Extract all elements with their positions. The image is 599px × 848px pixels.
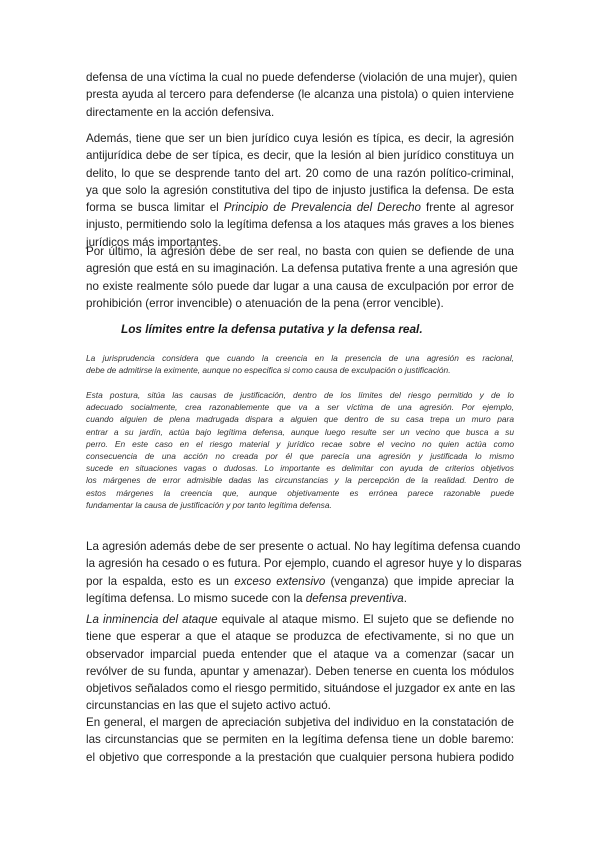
text-segment: frente al agresor: [421, 201, 514, 215]
text-line: circunstancias en las que el sujeto activo actuó.: [86, 699, 331, 713]
text-line: Esta postura, sitúa las causas de justificación, dentro de los límites del riesgo permitido y de lo: [86, 390, 514, 400]
text-line: los márgenes de error admisible dadas las circunstancias y la percepción de la realidad. Dentro de: [86, 475, 514, 486]
text-segment: (venganza) que impide apreciar la: [325, 574, 515, 588]
text-line: La agresión además debe de ser presente o actual. No hay legítima defensa cuando: [86, 540, 521, 553]
text-segment: .: [403, 591, 407, 605]
text-line: delito, lo que se desprende tanto del art. 20 como de una razón político-criminal,: [86, 166, 514, 180]
paragraph-victim-defense: [86, 69, 518, 121]
text-line: perro. En este caso en el riesgo material y jurídico recae sobre el vecino no quien actúa como: [86, 438, 514, 449]
text-line: [86, 611, 514, 628]
text-line: consecuencia de una acción no creada por él que parecía una agresión y justificada lo mismo: [86, 451, 514, 462]
text-line: prohibición (error invencible) o atenuación de la pena (error vencible).: [86, 296, 444, 310]
italic-term: Principio de Prevalencia del Derecho: [223, 201, 421, 215]
text-line: la agresión ha cesado o es futura. Por ejemplo, cuando el agresor huye y lo disparas: [86, 557, 522, 571]
text-segment: equivale al ataque mismo. El sujeto que se defiende no: [217, 613, 514, 626]
text-line: En general, el margen de apreciación subjetiva del individuo en la constatación de: [86, 716, 514, 729]
text-line: debe de admitirse la eximente, aunque no especifica si como causa de exculpación o justificación.: [86, 365, 451, 376]
text-segment: por la espalda, esto es un: [86, 574, 235, 588]
text-segment: legítima defensa. Lo mismo sucede con la: [86, 591, 306, 605]
text-line: el objetivo que corresponde a la prestación que cualquier persona hubiera podido: [86, 750, 514, 764]
italic-term: exceso extensivo: [234, 574, 326, 588]
text-line: estos márgenes la creencia que, aunque objetivamente es errónea parece razonable puede: [86, 487, 514, 498]
text-line: jurídicos más importantes.: [86, 235, 222, 249]
text-line: directamente en la acción defensiva.: [86, 105, 275, 119]
text-line: tiene que esperar a que el ataque se produzca de efectivamente, si no que un: [86, 630, 514, 644]
text-line: injusto, permitiendo solo la legítima defensa a los ataques más graves a los bienes: [86, 218, 514, 232]
text-line: ya que solo la agresión constitutiva del tipo de injusto justifica la defensa. De esta: [86, 183, 514, 197]
text-line: presta ayuda al tercero para defenderse (le alcanza una pistola) o quien interviene: [86, 88, 514, 102]
text-line: las circunstancias que se permiten en la legítima defensa tiene un doble baremo:: [86, 733, 514, 747]
text-line: [86, 590, 514, 607]
text-segment: forma se busca limitar el: [86, 201, 224, 215]
paragraph-imminence: [86, 611, 514, 715]
text-line: entrar a su jardín, actúa bajo legítima defensa, aunque luego resulte ser un vecino que busca a su: [86, 426, 514, 437]
text-line: adecuado socialmente, crea razonablemente que va a ser víctima de una agresión. Por ejemplo,: [86, 402, 514, 413]
text-line: defensa de una víctima la cual no puede defenderse (violación de una mujer), quien: [86, 71, 518, 84]
paragraph-present-aggression: [86, 538, 522, 607]
text-line: [86, 573, 514, 590]
text-line: no existe realmente sólo puede dar lugar a una causa de exculpación por error de: [86, 279, 514, 293]
text-line: fundamentar la causa de justificación y por tanto legítima defensa.: [86, 499, 332, 510]
text-line: Por último, la agresión debe de ser real, no basta con quien se defiende de una: [86, 245, 514, 258]
text-line: sucede en situaciones vagas o dudosas. Lo importante es delimitar con ayuda de criterios objetivos: [86, 463, 514, 474]
paragraph-real-aggression: [86, 243, 518, 312]
text-line: [86, 199, 514, 216]
paragraph-typical-aggression: [86, 130, 514, 251]
text-line: observador imparcial pueda entender que el ataque va a comenzar (sacar un: [86, 647, 514, 661]
text-line: La jurisprudencia considera que cuando la creencia en la presencia de una agresión es racional,: [86, 353, 514, 363]
quote-jurisprudence: [86, 352, 514, 376]
text-line: agresión que está en su imaginación. La defensa putativa frente a una agresión que: [86, 262, 518, 276]
text-line: cuando alguien de plena madrugada dispara a alguien que dentro de su casa trepa un muro para: [86, 414, 514, 425]
italic-term: La inminencia del ataque: [86, 613, 218, 626]
quote-posture: [86, 389, 514, 511]
text-line: Además, tiene que ser un bien jurídico cuya lesión es típica, es decir, la agresión: [86, 132, 514, 145]
text-line: objetivos señalados como el riesgo permitido, situándose el juzgador ex ante en las: [86, 682, 516, 696]
text-line: antijurídica debe de ser típica, es decir, que la lesión al bien jurídico constituya un: [86, 149, 514, 163]
italic-term: defensa preventiva: [305, 591, 404, 605]
section-heading: Los límites entre la defensa putativa y la defensa real.: [121, 322, 423, 336]
text-line: revólver de su funda, apuntar y amenazar). Deben tenerse en cuenta los módulos: [86, 664, 514, 678]
paragraph-subjective-margin: [86, 714, 514, 766]
